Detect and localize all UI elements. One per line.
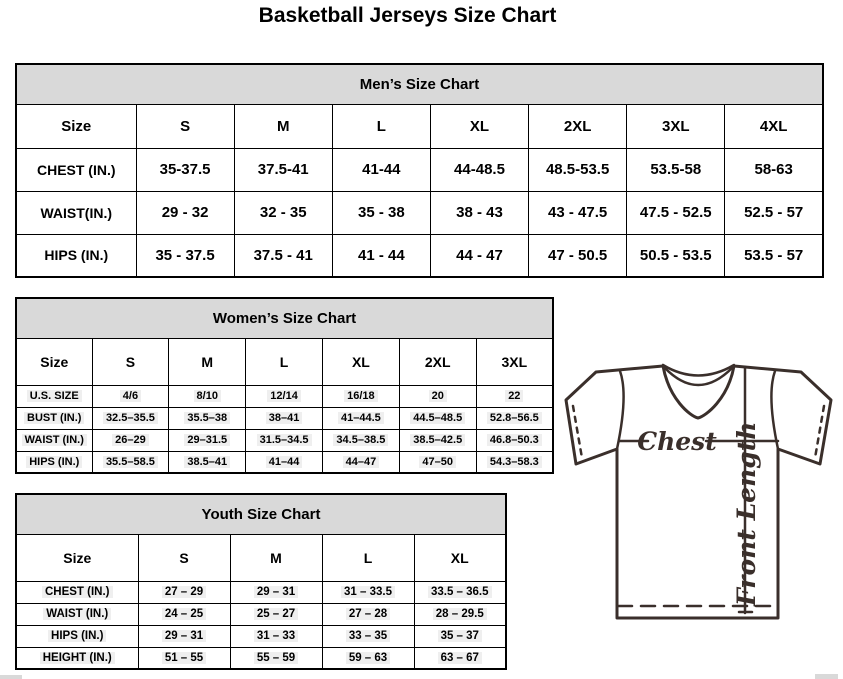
highlighted-text: 59 – 63 [346,652,390,664]
highlighted-text: 29 – 31 [162,630,206,642]
column-header: L [332,104,430,148]
table-cell: 53.5 - 57 [725,234,823,277]
highlighted-text: 33.5 – 36.5 [428,586,492,598]
row-label: CHEST (IN.) [16,148,136,191]
table-cell [399,451,476,473]
table-cell [169,451,246,473]
table-cell: 37.5 - 41 [234,234,332,277]
cropped-highlight-fragment [815,674,838,679]
highlighted-text: 38.5–42.5 [410,434,465,446]
column-header: S [92,338,169,385]
row-label [16,407,92,429]
row-label: HIPS (IN.) [16,234,136,277]
highlighted-text: 20 [429,390,447,402]
table-cell: 32 - 35 [234,191,332,234]
youth-table-title: Youth Size Chart [16,494,506,534]
highlighted-text: HIPS (IN.) [48,630,106,642]
highlighted-text: 29–31.5 [184,434,230,446]
table-cell [92,407,169,429]
table-cell [169,385,246,407]
column-header: S [138,534,230,581]
page-title: Basketball Jerseys Size Chart [258,4,557,27]
table-cell [92,451,169,473]
row-label [16,625,138,647]
mens-table-title: Men’s Size Chart [16,64,823,104]
table-cell [138,625,230,647]
highlighted-text: 24 – 25 [162,608,206,620]
highlighted-text: WAIST (IN.) [43,608,111,620]
table-cell: 53.5-58 [627,148,725,191]
table-cell [476,451,553,473]
table-cell [230,625,322,647]
table-cell [230,581,322,603]
table-cell [138,603,230,625]
table-cell: 35 - 38 [332,191,430,234]
column-header: 2XL [399,338,476,385]
column-header: L [246,338,323,385]
table-cell [476,429,553,451]
column-header: 3XL [627,104,725,148]
table-cell: 41 - 44 [332,234,430,277]
column-header: M [169,338,246,385]
table-cell [246,407,323,429]
column-header: M [230,534,322,581]
highlighted-text: 31 – 33 [254,630,298,642]
highlighted-text: 27 – 28 [346,608,390,620]
table-cell [414,603,506,625]
highlighted-text: 41–44 [266,456,303,468]
youth-size-table [15,493,507,670]
highlighted-text: BUST (IN.) [24,412,84,424]
table-cell [230,647,322,669]
highlighted-text: 26–29 [112,434,149,446]
table-cell: 47 - 50.5 [529,234,627,277]
highlighted-text: 32.5–35.5 [103,412,158,424]
table-cell [322,451,399,473]
table-cell: 35 - 37.5 [136,234,234,277]
highlighted-text: 12/14 [267,390,301,402]
cropped-highlight-fragment [0,675,22,679]
collar-band-line [663,365,734,376]
womens-size-table [15,297,554,474]
row-label [16,385,92,407]
highlighted-text: 8/10 [194,390,221,402]
table-cell: 43 - 47.5 [529,191,627,234]
highlighted-text: U.S. SIZE [27,390,82,402]
table-cell [138,647,230,669]
jersey-outline [566,366,831,618]
table-cell: 47.5 - 52.5 [627,191,725,234]
highlighted-text: 31 – 33.5 [341,586,395,598]
row-label [16,451,92,473]
highlighted-text: 54.3–58.3 [487,456,542,468]
column-header: 3XL [476,338,553,385]
column-header: Size [16,338,92,385]
table-cell [246,429,323,451]
table-cell: 48.5-53.5 [529,148,627,191]
table-cell [322,603,414,625]
highlighted-text: 55 – 59 [254,652,298,664]
table-cell [138,581,230,603]
table-cell [92,429,169,451]
column-header: M [234,104,332,148]
table-cell: 35-37.5 [136,148,234,191]
table-cell: 44-48.5 [430,148,528,191]
table-cell [414,581,506,603]
column-header: L [322,534,414,581]
row-label [16,429,92,451]
table-cell [246,385,323,407]
highlighted-text: 34.5–38.5 [333,434,388,446]
highlighted-text: 35.5–58.5 [103,456,158,468]
column-header: 4XL [725,104,823,148]
table-cell: 58-63 [725,148,823,191]
column-header: S [136,104,234,148]
highlighted-text: 51 – 55 [162,652,206,664]
highlighted-text: 28 – 29.5 [433,608,487,620]
highlighted-text: 29 – 31 [254,586,298,598]
highlighted-text: 38.5–41 [184,456,230,468]
table-cell [399,385,476,407]
highlighted-text: 46.8–50.3 [487,434,542,446]
table-cell [414,647,506,669]
highlighted-text: HIPS (IN.) [26,456,82,468]
highlighted-text: 25 – 27 [254,608,298,620]
table-cell [322,407,399,429]
table-cell [230,603,322,625]
front-length-measure-label: Front Length [732,421,761,606]
chest-measure-label: Chest [637,427,717,456]
table-cell: 50.5 - 53.5 [627,234,725,277]
table-cell: 52.5 - 57 [725,191,823,234]
column-header: XL [322,338,399,385]
table-cell [399,429,476,451]
table-cell: 37.5-41 [234,148,332,191]
column-header: Size [16,534,138,581]
highlighted-text: 52.8–56.5 [487,412,542,424]
table-cell [169,407,246,429]
table-cell [169,429,246,451]
highlighted-text: 41–44.5 [338,412,384,424]
highlighted-text: WAIST (IN.) [22,434,87,446]
highlighted-text: 38–41 [266,412,303,424]
column-header: 2XL [529,104,627,148]
highlighted-text: 31.5–34.5 [257,434,312,446]
mens-size-table [15,63,824,278]
table-cell: 41-44 [332,148,430,191]
table-cell: 44 - 47 [430,234,528,277]
column-header: XL [414,534,506,581]
table-cell [322,647,414,669]
table-cell [322,429,399,451]
highlighted-text: 22 [505,390,523,402]
table-cell [414,625,506,647]
jersey-measurement-diagram [556,354,841,626]
table-cell [476,385,553,407]
row-label [16,647,138,669]
table-cell [246,451,323,473]
row-label [16,603,138,625]
womens-table-title: Women’s Size Chart [16,298,553,338]
table-cell [322,385,399,407]
highlighted-text: 63 – 67 [438,652,482,664]
highlighted-text: 47–50 [419,456,456,468]
highlighted-text: 44–47 [343,456,380,468]
highlighted-text: 4/6 [120,390,141,402]
highlighted-text: 35.5–38 [184,412,230,424]
table-cell: 29 - 32 [136,191,234,234]
highlighted-text: HEIGHT (IN.) [40,652,115,664]
table-cell [322,625,414,647]
highlighted-text: 27 – 29 [162,586,206,598]
highlighted-text: 16/18 [344,390,378,402]
column-header: Size [16,104,136,148]
highlighted-text: CHEST (IN.) [42,586,113,598]
highlighted-text: 33 – 35 [346,630,390,642]
highlighted-text: 44.5–48.5 [410,412,465,424]
table-cell [322,581,414,603]
row-label: WAIST(IN.) [16,191,136,234]
table-cell [399,407,476,429]
table-cell [92,385,169,407]
highlighted-text: 35 – 37 [438,630,482,642]
table-cell [476,407,553,429]
table-cell: 38 - 43 [430,191,528,234]
row-label [16,581,138,603]
column-header: XL [430,104,528,148]
